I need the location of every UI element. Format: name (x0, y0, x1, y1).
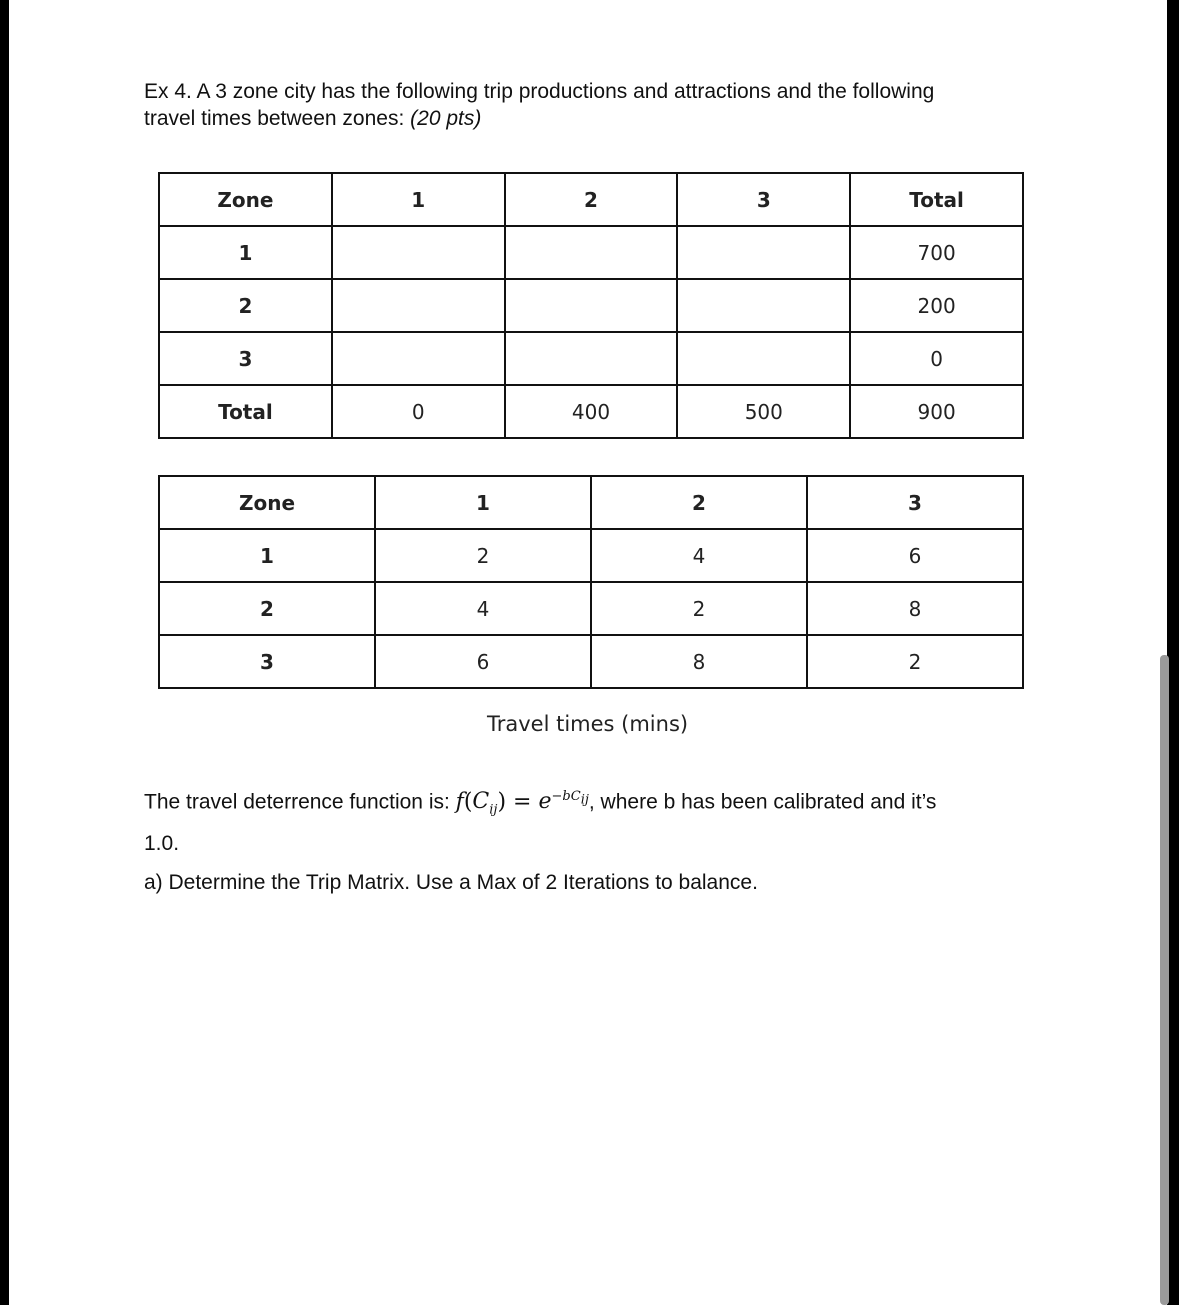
row-label: 2 (159, 279, 332, 332)
table-cell: 900 (850, 385, 1023, 438)
deterrence-function-text: The travel deterrence function is: $f(C_{ij}) = e^{-bC_{ij}}$, where b has been calibrated and it’s 1.0. (144, 789, 937, 855)
table-cell: 8 (591, 635, 807, 688)
question-a: a) Determine the Trip Matrix. Use a Max of 2 Iterations to balance. (144, 871, 758, 894)
table-cell: 6 (375, 635, 591, 688)
table-cell (505, 226, 678, 279)
table-cell: 0 (850, 332, 1023, 385)
deterrence-formula: f (455, 789, 464, 815)
header-cell: Total (850, 173, 1023, 226)
header-cell: Zone (159, 173, 332, 226)
row-label: Total (159, 385, 332, 438)
intro-line-1: Ex 4. A 3 zone city has the following trip productions and attractions and the following (144, 80, 935, 103)
table-cell (677, 332, 850, 385)
deterrence-suffix: , where b has been calibrated and it’s (588, 790, 937, 814)
points-label: (20 pts) (410, 107, 482, 130)
table-cell: 2 (591, 582, 807, 635)
document-page (9, 0, 1167, 1305)
header-cell: 2 (505, 173, 678, 226)
row-label: 1 (159, 529, 375, 582)
table-cell: 2 (375, 529, 591, 582)
row-label: 3 (159, 332, 332, 385)
table-row (159, 385, 1023, 438)
table-cell: 2 (807, 635, 1023, 688)
table-cell: 4 (375, 582, 591, 635)
table-row (159, 226, 1023, 279)
table-cell (505, 332, 678, 385)
table-cell (677, 226, 850, 279)
table-cell: 8 (807, 582, 1023, 635)
table-cell: 4 (591, 529, 807, 582)
scrollbar[interactable] (1160, 655, 1169, 1305)
header-cell: 2 (591, 476, 807, 529)
table-cell: 0 (332, 385, 505, 438)
table-row (159, 279, 1023, 332)
table-row (159, 635, 1023, 688)
row-label: 1 (159, 226, 332, 279)
intro-line-2: travel times between zones: (144, 107, 405, 130)
table-cell (332, 226, 505, 279)
table-row (159, 529, 1023, 582)
header-cell: Zone (159, 476, 375, 529)
header-cell: 1 (332, 173, 505, 226)
table-cell: 6 (807, 529, 1023, 582)
table-cell: 200 (850, 279, 1023, 332)
travel-times-table (158, 475, 1024, 689)
productions-attractions-table (158, 172, 1024, 439)
table-header-row (159, 173, 1023, 226)
table-row (159, 332, 1023, 385)
table-header-row (159, 476, 1023, 529)
table-cell: 700 (850, 226, 1023, 279)
table-row (159, 582, 1023, 635)
table-cell (677, 279, 850, 332)
header-cell: 3 (807, 476, 1023, 529)
table-cell: 400 (505, 385, 678, 438)
exercise-intro (144, 78, 1064, 132)
table-cell: 500 (677, 385, 850, 438)
header-cell: 1 (375, 476, 591, 529)
row-label: 2 (159, 582, 375, 635)
deterrence-line-2: 1.0. (144, 831, 180, 855)
row-label: 3 (159, 635, 375, 688)
travel-times-caption: Travel times (mins) (487, 712, 689, 736)
table-cell (332, 332, 505, 385)
header-cell: 3 (677, 173, 850, 226)
deterrence-prefix: The travel deterrence function is: (144, 790, 450, 814)
table-cell (332, 279, 505, 332)
table-cell (505, 279, 678, 332)
